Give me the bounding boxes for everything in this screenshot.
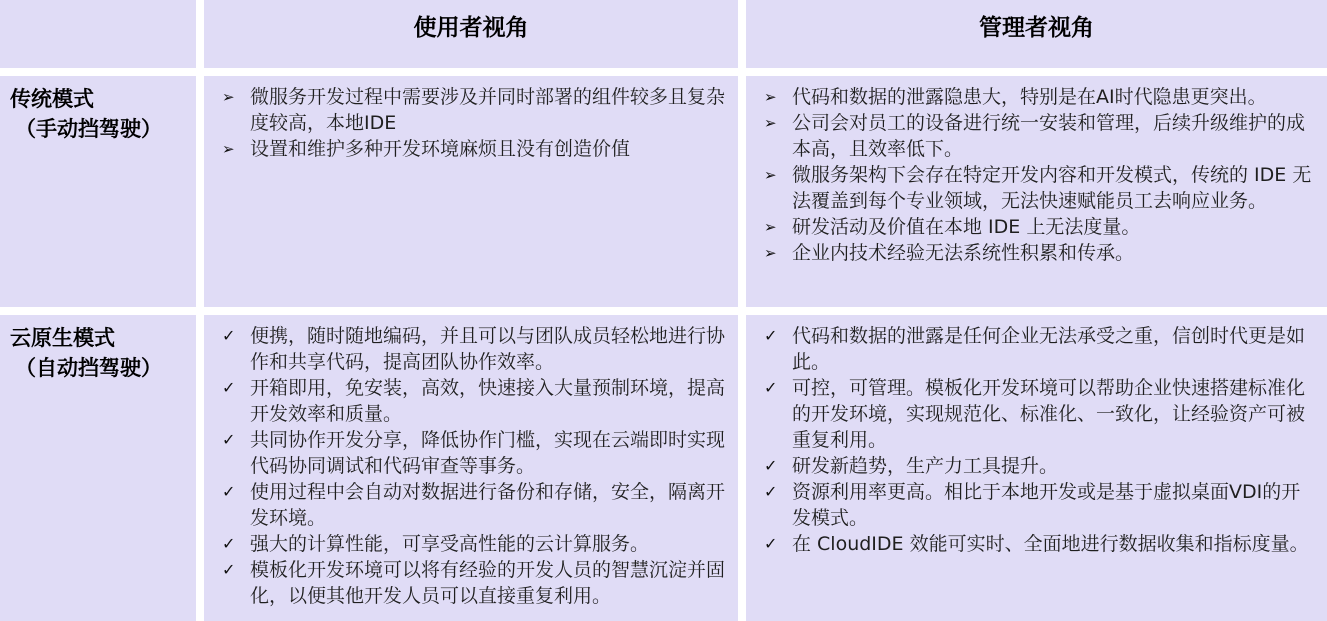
arrow-bullet-icon: ➢ (764, 244, 777, 262)
list-item (764, 323, 1317, 375)
column-header-user-perspective (204, 0, 738, 68)
check-bullet-icon: ✓ (222, 430, 236, 449)
list-item (764, 479, 1317, 531)
check-bullet-icon: ✓ (222, 534, 236, 553)
list-item (764, 240, 1317, 266)
arrow-bullet-icon: ➢ (764, 114, 777, 132)
list-item-text: 强大的计算性能，可享受高性能的云计算服务。 (250, 533, 650, 555)
list-item (222, 136, 728, 162)
list-item-text: 企业内技术经验无法系统性积累和传承。 (792, 242, 1135, 264)
list-item-text: 研发新趋势，生产力工具提升。 (792, 455, 1059, 477)
row-label-line1: 传统模式 (10, 87, 94, 111)
list-item-text: 便携，随时随地编码，并且可以与团队成员轻松地进行协作和共享代码，提高团队协作效率。 (250, 325, 726, 373)
arrow-bullet-icon: ➢ (764, 88, 777, 106)
list-item-text: 公司会对员工的设备进行统一安装和管理，后续升级维护的成本高，且效率低下。 (792, 112, 1306, 160)
header-corner-empty-cell (0, 0, 196, 68)
row-label-line2: （自动挡驾驶） (15, 356, 162, 380)
list-item (764, 84, 1317, 110)
row-label-cloud-native-mode (0, 315, 196, 621)
column-header-manager-label: 管理者视角 (979, 15, 1094, 41)
arrow-bullet-icon: ➢ (222, 88, 235, 106)
list-item (222, 375, 728, 427)
check-bullet-icon: ✓ (222, 378, 236, 397)
list-item-text: 代码和数据的泄露是任何企业无法承受之重，信创时代更是如此。 (792, 325, 1306, 373)
arrow-bullet-icon: ➢ (764, 218, 777, 236)
list-item (222, 531, 728, 557)
cloudnative-user-bullet-list (222, 323, 728, 609)
traditional-manager-bullet-list (764, 84, 1317, 266)
list-item (764, 453, 1317, 479)
list-item-text: 开箱即用，免安装，高效，快速接入大量预制环境，提高开发效率和质量。 (250, 377, 726, 425)
list-item-text: 使用过程中会自动对数据进行备份和存储，安全，隔离开发环境。 (250, 481, 726, 529)
traditional-user-perspective-cell (204, 76, 738, 307)
list-item (764, 214, 1317, 240)
row-label-line1: 云原生模式 (10, 326, 115, 350)
traditional-manager-perspective-cell (746, 76, 1327, 307)
list-item (222, 84, 728, 136)
column-header-user-label: 使用者视角 (413, 15, 529, 41)
list-item (764, 531, 1317, 557)
check-bullet-icon: ✓ (222, 560, 236, 579)
list-item-text: 在 CloudIDE 效能可实时、全面地进行数据收集和指标度量。 (792, 533, 1309, 555)
cloudnative-manager-perspective-cell (746, 315, 1327, 621)
cloudnative-user-perspective-cell (204, 315, 738, 621)
list-item-text: 微服务架构下会存在特定开发内容和开发模式，传统的 IDE 无法覆盖到每个专业领域，无法快速赋能员工去响应业务。 (792, 164, 1312, 212)
list-item (222, 427, 728, 479)
list-item (222, 557, 728, 609)
list-item-text: 共同协作开发分享，降低协作门槛，实现在云端即时实现代码协同调试和代码审查等事务。 (250, 429, 726, 477)
cloudnative-manager-bullet-list (764, 323, 1317, 557)
list-item-text: 模板化开发环境可以将有经验的开发人员的智慧沉淀并固化，以便其他开发人员可以直接重复利用。 (250, 559, 726, 607)
check-bullet-icon: ✓ (764, 534, 778, 553)
check-bullet-icon: ✓ (764, 326, 778, 345)
check-bullet-icon: ✓ (764, 378, 778, 397)
list-item-text: 研发活动及价值在本地 IDE 上无法度量。 (792, 216, 1141, 238)
list-item (222, 323, 728, 375)
row-label-traditional-mode (0, 76, 196, 307)
traditional-user-bullet-list (222, 84, 728, 162)
list-item-text: 设置和维护多种开发环境麻烦且没有创造价值 (250, 138, 631, 160)
arrow-bullet-icon: ➢ (764, 166, 777, 184)
list-item-text: 微服务开发过程中需要涉及并同时部署的组件较多且复杂度较高，本地IDE (250, 86, 726, 134)
check-bullet-icon: ✓ (764, 456, 778, 475)
list-item (764, 162, 1317, 214)
row-label-line2: （手动挡驾驶） (15, 117, 162, 141)
list-item-text: 资源利用率更高。相比于本地开发或是基于虚拟桌面VDI的开发模式。 (792, 481, 1301, 529)
list-item (222, 479, 728, 531)
list-item (764, 110, 1317, 162)
column-header-manager-perspective (746, 0, 1327, 68)
check-bullet-icon: ✓ (222, 482, 236, 501)
arrow-bullet-icon: ➢ (222, 140, 235, 158)
list-item-text: 代码和数据的泄露隐患大，特别是在AI时代隐患更突出。 (792, 86, 1267, 108)
check-bullet-icon: ✓ (764, 482, 778, 501)
list-item-text: 可控，可管理。模板化开发环境可以帮助企业快速搭建标准化的开发环境，实现规范化、标准化、一致化，让经验资产可被重复利用。 (792, 377, 1306, 451)
list-item (764, 375, 1317, 453)
check-bullet-icon: ✓ (222, 326, 236, 345)
